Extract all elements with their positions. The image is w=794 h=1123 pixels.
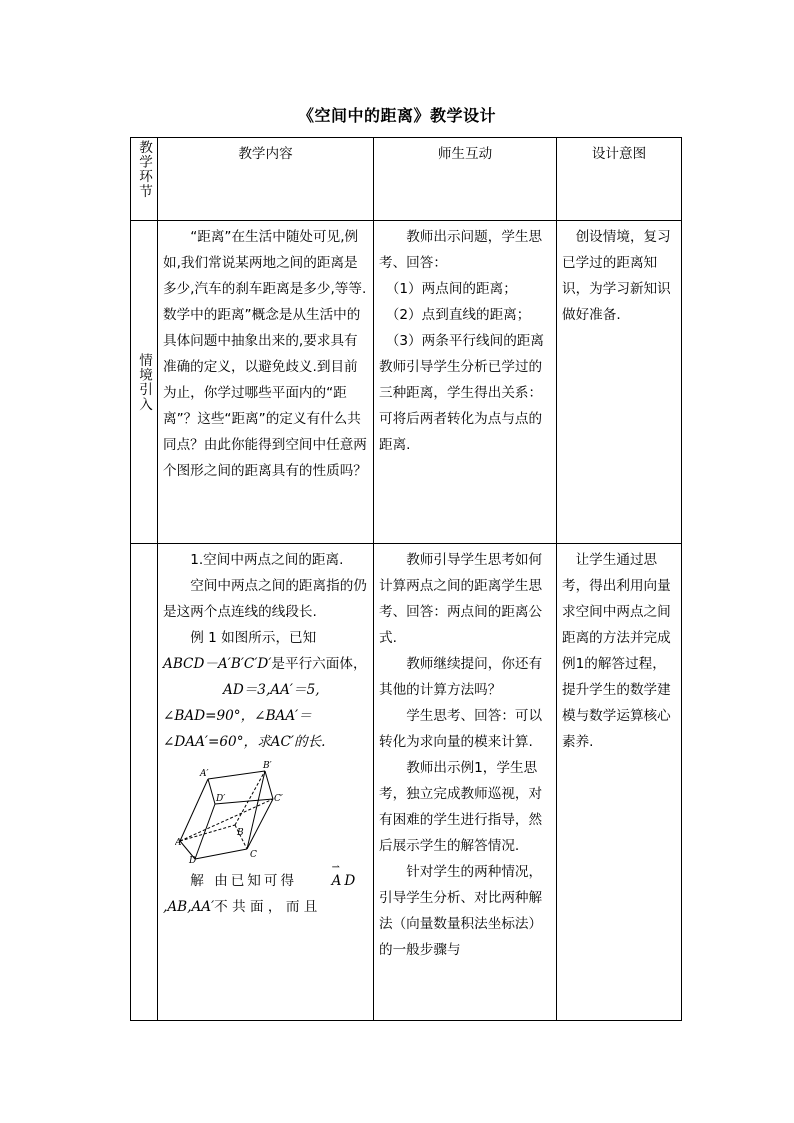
interaction-line: 教师出示例1，学生思考，独立完成教师巡视，对有困难的学生进行指导，然后展示学生的解答情况. — [379, 760, 543, 854]
interaction-line: 学生思考、回答：可以转化为求向量的模来计算. — [379, 708, 543, 750]
table-row — [131, 544, 682, 1021]
interaction-line: 教师继续提问，你还有其他的计算方法吗？ — [379, 656, 543, 698]
header-interaction: 师生互动 — [374, 138, 557, 221]
intent-text: 创设情境，复习已学过的距离知识，为学习新知识做好准备. — [562, 229, 671, 323]
parallelepiped-figure — [175, 759, 285, 864]
content-cell — [158, 544, 374, 1021]
fig-label: B′ — [263, 761, 272, 771]
interaction-line: （1）两点间的距离； — [385, 281, 517, 297]
solution-line: 解 由已知可得 ⇀ AD — [163, 868, 368, 894]
interaction-cell — [374, 221, 557, 544]
fig-label: C — [250, 850, 257, 860]
header-intent: 设计意图 — [557, 138, 682, 221]
content-cell — [158, 221, 374, 544]
page-title: 《空间中的距离》教学设计 — [297, 106, 496, 125]
fig-label: C′ — [274, 794, 283, 804]
fig-label: D′ — [216, 794, 226, 804]
fig-label: D — [189, 856, 197, 864]
content-line: 1.空间中两点之间的距离. — [190, 552, 344, 568]
example-math: ABCD－A′B′C′D′是平行六面体， AD＝3,AA′＝5, ∠BAD=90°，∠BAA′＝∠DAA′=60°，求AC′的长. — [163, 656, 367, 750]
table-header-row — [131, 138, 682, 221]
interaction-line: 教师出示问题，学生思考、回答： — [379, 229, 543, 271]
fig-label: A — [175, 838, 182, 848]
section-cell — [131, 544, 158, 1021]
intent-cell — [557, 544, 682, 1021]
intent-cell — [557, 221, 682, 544]
lesson-table — [130, 137, 682, 1021]
fig-label: B — [237, 828, 244, 838]
solution-line: ,AB,AA′不 共 面 ， 而 且 — [163, 899, 318, 915]
fig-label: A′ — [200, 769, 209, 779]
section-cell: 情境引入 — [131, 221, 158, 544]
content-text: “距离”在生活中随处可见,例如,我们常说某两地之间的距离是多少,汽车的刹车距离是多少,等等.数学中的距离”概念是从生活中的具体问题中抽象出来的,要求具有准确的定义，以避免歧义.到目前为止，你学过哪些平面内的“距离”？这些“距离”的定义有什么共同点？由此你能得到空间中任意两个图形之间的距离具有的性质吗？ — [163, 229, 367, 479]
example-line: 例 1 如图所示，已知 — [190, 630, 317, 646]
header-section: 教学环节 — [131, 138, 158, 221]
interaction-line: 教师引导学生思考如何计算两点之间的距离学生思考、回答：两点间的距离公式. — [379, 552, 543, 646]
table-row — [131, 221, 682, 544]
interaction-cell — [374, 544, 557, 1021]
intent-text: 让学生通过思考，得出利用向量求空间中两点之间距离的方法并完成例1的解答过程，提升学生的数学建模与数学运算核心素养. — [562, 552, 671, 750]
content-line: 空间中两点之间的距离指的仍是这两个点连线的线段长. — [163, 578, 367, 620]
header-content: 教学内容 — [158, 138, 374, 221]
interaction-line: （3）两条平行线间的距离教师引导学生分析已学过的三种距离，学生得出关系：可将后两者转化为点与点的距离. — [379, 333, 544, 453]
interaction-line: （2）点到直线的距离； — [385, 307, 531, 323]
interaction-line: 针对学生的两种情况，引导学生分析、对比两种解法（向量数量积法坐标法）的一般步骤与 — [379, 864, 543, 958]
